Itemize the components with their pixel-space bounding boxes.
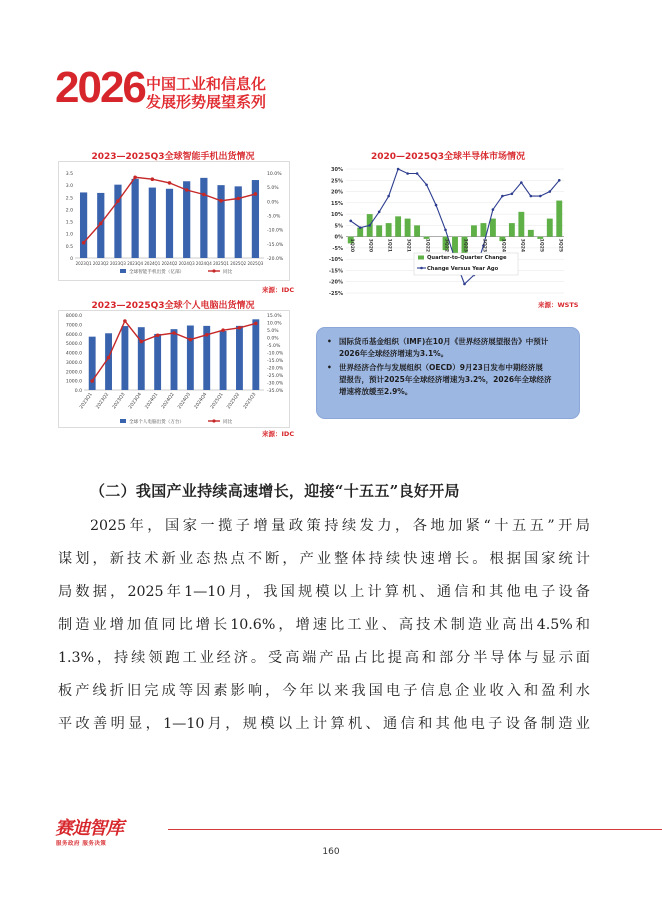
yoy-point (116, 199, 120, 203)
left-tick-label: 3.5 (65, 172, 73, 177)
semiconductor-chart-title: 2020—2025Q3全球半导体市场情况 (370, 152, 525, 162)
yoy-point (387, 195, 390, 198)
bar (149, 188, 156, 258)
x-tick-label: 1Q22 (424, 238, 430, 253)
right-tick-label: -20.0% (267, 257, 284, 262)
left-tick-label: 1000.0 (65, 379, 82, 385)
info-line: 增速将放缓至2.9%。 (339, 387, 413, 396)
paragraph-line: 平改善明显，1—10月，规模以上计算机、通信和其他电子设备制造业 (58, 716, 590, 732)
right-tick-label: -10.0% (267, 351, 284, 357)
paragraph-line: 板产线折旧完成等因素影响，今年以来我国电子信息企业收入和盈利水 (58, 683, 590, 699)
x-tick-label: 2025Q2 (230, 261, 247, 266)
x-tick-label: 3Q24 (519, 238, 525, 253)
right-tick-label: 5.0% (267, 329, 279, 334)
qoq-bar (509, 223, 515, 237)
bar (252, 180, 259, 258)
x-tick-label: 2023Q2 (92, 261, 109, 266)
bar (121, 326, 128, 390)
x-tick-label: 3Q22 (443, 238, 449, 253)
info-item-imf-text (339, 336, 548, 360)
yoy-point (397, 168, 400, 171)
yoy-point (151, 177, 155, 181)
y-tick-label: 5% (334, 223, 343, 230)
paragraph-line: 2025年，国家一揽子增量政策持续发力，各地加紧“十五五”开局 (90, 518, 590, 534)
y-tick-label: -20% (328, 279, 343, 286)
paragraph-line: 制造业增加值同比增长10.6%，增速比工业、高技术制造业高出4.5%和 (58, 617, 590, 633)
qoq-bar (395, 216, 401, 236)
right-tick-label: 10.0% (267, 321, 282, 327)
legend-label: 全球个人电脑出货（万台） (129, 420, 185, 425)
ccid-logo: 赛迪智库 (55, 818, 123, 839)
bar (138, 327, 145, 390)
qoq-bar (357, 228, 363, 237)
y-tick-label: 25% (331, 178, 343, 185)
qoq-bar (556, 201, 562, 237)
legend-label: Change Versus Year Ago (427, 266, 499, 272)
yoy-point (238, 326, 242, 330)
smartphone-chart-source: 来源：IDC (262, 286, 295, 294)
x-tick-label: 2024Q2 (161, 392, 176, 411)
legend-label: 同比 (223, 270, 233, 275)
logo-year: 2026 (55, 63, 145, 112)
x-tick-label: 3Q25 (557, 238, 563, 253)
legend-swatch-point (420, 267, 423, 270)
x-tick-label: 2024Q4 (193, 392, 209, 411)
legend-swatch-bar (120, 269, 126, 273)
qoq-bar (547, 219, 553, 237)
right-tick-label: -15.0% (267, 242, 284, 248)
legend-label: 全球智能手机出货（亿部） (129, 270, 185, 275)
bullet-icon: • (327, 363, 332, 372)
bar (220, 331, 227, 390)
x-tick-label: 3Q20 (367, 238, 373, 253)
y-tick-label: 0% (334, 234, 343, 241)
qoq-bar (376, 225, 382, 236)
x-tick-label: 2025Q3 (242, 392, 258, 411)
semiconductor-chart-source: 来源：WSTS (538, 301, 579, 309)
x-tick-label: 3Q21 (405, 238, 411, 253)
yoy-point (359, 226, 362, 229)
right-tick-label: -5.0% (267, 214, 281, 220)
yoy-point (368, 224, 371, 227)
yoy-point (501, 195, 504, 198)
y-tick-label: -5% (332, 245, 343, 252)
x-tick-label: 1Q25 (538, 238, 544, 253)
x-tick-label: 3Q23 (481, 238, 487, 253)
right-tick-label: 10.0% (267, 172, 282, 177)
info-line: 国际货币基金组织（IMF)在10月《世界经济展望报告》中预计 (339, 337, 549, 346)
y-tick-label: -25% (328, 291, 343, 297)
x-tick-label: 2025Q2 (226, 392, 242, 411)
yoy-point (107, 356, 111, 360)
smartphone-chart-title: 2023—2025Q3全球智能手机出货情况 (91, 152, 255, 162)
yoy-point (463, 283, 466, 286)
x-tick-label: 2024Q4 (195, 261, 212, 266)
x-tick-label: 1Q24 (500, 238, 506, 253)
qoq-bar (386, 223, 392, 237)
pc-chart-source: 来源：IDC (262, 430, 295, 438)
right-tick-label: -25.0% (267, 374, 284, 379)
yoy-point (254, 192, 258, 196)
y-tick-label: -15% (328, 268, 343, 275)
yoy-point (205, 333, 209, 337)
qoq-bar (518, 212, 524, 237)
qoq-bar (471, 225, 477, 236)
bar (187, 326, 194, 391)
smartphone-chart (58, 161, 290, 281)
x-tick-label: 2024Q3 (177, 392, 193, 411)
left-tick-label: 0 (70, 257, 73, 262)
info-item-imf (327, 336, 569, 360)
right-tick-label: -5.0% (267, 344, 281, 349)
info-line: 望报告，预计2025年全球经济增速为3.2%，2026年全球经济 (339, 375, 552, 384)
bar (154, 334, 161, 390)
x-tick-label: 1Q23 (462, 238, 468, 253)
right-tick-label: -30.0% (267, 381, 284, 387)
yoy-point (406, 172, 409, 175)
yoy-point (511, 193, 514, 196)
left-tick-label: 6000.0 (65, 332, 82, 338)
x-tick-label: 2023Q3 (111, 392, 127, 411)
semiconductor-chart (318, 161, 574, 301)
yoy-point (492, 208, 495, 211)
info-line: 世界经济合作与发展组织（OECD）9月23日发布中期经济展 (339, 363, 543, 372)
legend-label: Quarter-to-Quarter Change (427, 255, 507, 261)
pc-chart (58, 310, 290, 428)
legend-swatch-bar (120, 419, 126, 423)
yoy-point (189, 338, 193, 342)
yoy-point (520, 181, 523, 184)
x-tick-label: 2023Q4 (127, 261, 144, 266)
left-tick-label: 3.0 (65, 184, 73, 190)
bar (200, 178, 207, 258)
x-tick-label: 2023Q1 (79, 392, 94, 411)
left-tick-label: 1.5 (65, 220, 73, 226)
qoq-bar (414, 225, 420, 236)
series-title-line1: 中国工业和信息化 (146, 75, 267, 93)
qoq-bar (528, 230, 534, 237)
x-tick-label: 1Q20 (348, 238, 354, 253)
bar (171, 329, 178, 390)
yoy-point (123, 319, 127, 323)
bullet-icon: • (327, 337, 332, 346)
left-tick-label: 0.0 (74, 389, 82, 394)
right-tick-label: 5.0% (267, 186, 279, 192)
paragraph-line: 1.3%，持续领跑工业经济。受高端产品占比提高和部分半导体与显示面 (58, 650, 590, 666)
yoy-point (156, 333, 160, 337)
y-tick-label: 20% (331, 189, 343, 196)
yoy-point (349, 220, 352, 223)
y-tick-label: 15% (331, 200, 343, 207)
yoy-point (172, 331, 176, 335)
yoy-point (133, 175, 137, 179)
yoy-point (139, 340, 143, 344)
info-item-oecd-text (339, 362, 552, 398)
paragraph-line: 谋划，新技术新业态热点不断，产业整体持续快速增长。根据国家统计 (58, 551, 590, 567)
yoy-point (378, 211, 381, 214)
yoy-point (168, 181, 172, 185)
x-tick-label: 2023Q2 (95, 392, 111, 411)
right-tick-label: -15.0% (267, 359, 284, 364)
yoy-point (185, 188, 189, 192)
y-tick-label: -10% (328, 257, 343, 264)
ccid-slogan: 服务政府 服务决策 (56, 841, 107, 847)
yoy-point (425, 183, 428, 186)
legend-swatch-point (212, 419, 215, 422)
x-tick-label: 2024Q3 (178, 261, 195, 266)
right-tick-label: 0.0% (267, 336, 279, 342)
bar (132, 179, 139, 258)
y-tick-label: 30% (331, 167, 343, 173)
page-number: 160 (322, 847, 340, 857)
series-title-line2: 发展形势展望系列 (146, 93, 267, 111)
x-tick-label: 2023Q4 (128, 392, 143, 411)
left-tick-label: 5000.0 (65, 342, 82, 348)
paragraph-line: 局数据，2025年1—10月，我国规模以上计算机、通信和其他电子设备 (58, 584, 590, 600)
left-tick-label: 2.5 (65, 196, 73, 202)
right-tick-label: 15.0% (267, 314, 282, 319)
left-tick-label: 7000.0 (65, 323, 82, 329)
bar (166, 189, 173, 258)
yoy-point (82, 241, 86, 245)
left-tick-label: 2000.0 (65, 370, 82, 376)
x-tick-label: 2023Q3 (110, 261, 126, 266)
info-item-oecd (327, 362, 569, 398)
legend-label: 同比 (223, 420, 233, 425)
forecast-info-box (316, 327, 580, 419)
yoy-point (558, 179, 561, 182)
right-tick-label: 0.0% (267, 200, 279, 206)
yoy-point (548, 190, 551, 193)
yoy-point (530, 195, 533, 198)
left-tick-label: 3000.0 (65, 360, 82, 366)
yoy-point (221, 328, 225, 332)
legend-swatch-point (212, 269, 215, 272)
info-line: 2026年全球经济增速为3.1%。 (339, 349, 449, 358)
x-tick-label: 2023Q1 (75, 261, 92, 266)
right-tick-label: -20.0% (267, 366, 284, 372)
y-tick-label: 10% (331, 212, 343, 219)
right-tick-label: -10.0% (267, 228, 284, 234)
x-tick-label: 2025Q1 (210, 392, 225, 411)
left-tick-label: 1.0 (65, 232, 73, 238)
qoq-bar (480, 223, 486, 237)
yoy-point (539, 195, 542, 198)
bar (252, 319, 259, 390)
yoy-point (444, 229, 447, 232)
yoy-point (202, 193, 206, 197)
section-heading: （二）我国产业持续高速增长，迎接“十五五”良好开局 (90, 482, 460, 500)
x-tick-label: 1Q21 (386, 238, 392, 253)
bar (183, 181, 190, 258)
yoy-point (254, 322, 258, 326)
footer-divider (168, 829, 662, 830)
x-tick-label: 2024Q1 (144, 392, 160, 411)
x-tick-label: 2024Q1 (144, 261, 161, 266)
qoq-bar (405, 219, 411, 237)
left-tick-label: 0.5 (65, 244, 73, 250)
qoq-bar (490, 219, 496, 237)
yoy-point (236, 197, 240, 201)
x-tick-label: 2025Q1 (213, 261, 229, 266)
yoy-point (219, 199, 223, 203)
yoy-point (90, 379, 94, 383)
pc-chart-title: 2023—2025Q3全球个人电脑出货情况 (91, 301, 255, 311)
left-tick-label: 8000.0 (65, 314, 82, 319)
left-tick-label: 2.0 (65, 208, 73, 214)
legend-swatch-bar (418, 256, 424, 260)
x-tick-label: 2024Q2 (161, 261, 178, 266)
bar (80, 192, 87, 258)
left-tick-label: 4000.0 (65, 351, 82, 357)
yoy-point (435, 204, 438, 207)
x-tick-label: 2025Q3 (247, 261, 264, 266)
yoy-point (99, 222, 103, 226)
bar (114, 185, 121, 258)
right-tick-label: -35.0% (267, 389, 284, 394)
bar (217, 185, 224, 258)
yoy-point (416, 172, 419, 175)
bar (236, 326, 243, 390)
